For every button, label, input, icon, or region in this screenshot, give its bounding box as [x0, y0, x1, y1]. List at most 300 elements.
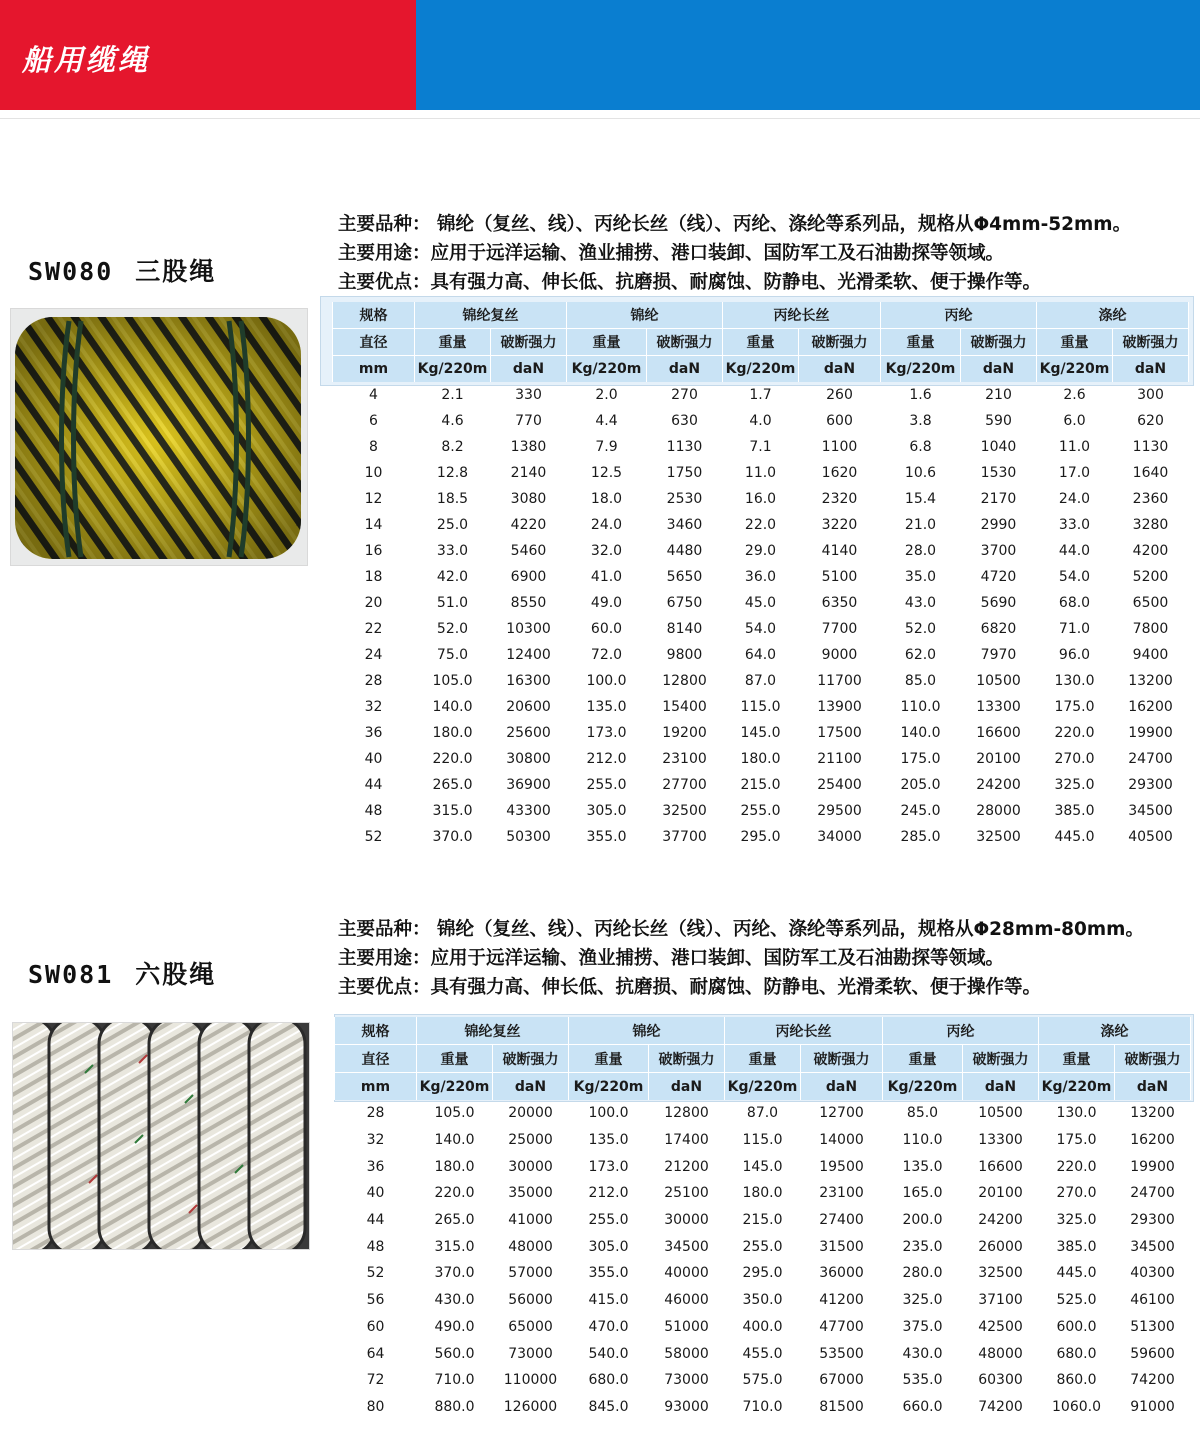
header-unit: daN: [799, 356, 881, 383]
table-cell: 41.0: [590, 569, 623, 585]
table-cell: 19900: [1128, 725, 1173, 741]
table-cell: 2.0: [595, 387, 618, 403]
table-cell: 14000: [819, 1132, 864, 1149]
header-material: 丙纶长丝: [723, 302, 881, 329]
table-cell: 355.0: [586, 829, 627, 845]
table-cell: 5650: [666, 569, 703, 585]
table-cell: 280.0: [902, 1265, 943, 1282]
table-cell: 2990: [980, 517, 1017, 533]
header-quantity: 破断强力: [799, 329, 881, 356]
rope-photo-sw080: [10, 308, 308, 566]
table-cell: 35.0: [904, 569, 937, 585]
table-cell: 32500: [662, 803, 707, 819]
header-material: 锦纶: [569, 1017, 725, 1045]
header-quantity: 重量: [883, 1045, 963, 1073]
table-row: [333, 382, 1189, 408]
header-unit: Kg/220m: [723, 356, 799, 383]
table-cell: 16300: [506, 673, 551, 689]
table-cell: 1640: [1132, 465, 1169, 481]
table-cell: 51000: [664, 1318, 709, 1335]
model-name: 三股绳: [135, 257, 217, 286]
table-cell: 13200: [1130, 1105, 1175, 1122]
table-cell: 6350: [821, 595, 858, 611]
table-cell: 50300: [506, 829, 551, 845]
header-unit: Kg/220m: [417, 1073, 493, 1101]
cell-diameter: 14: [364, 517, 383, 533]
table-cell: 27700: [662, 777, 707, 793]
header-quantity: 直径: [335, 1045, 417, 1073]
table-row: [333, 538, 1189, 564]
table-cell: 400.0: [742, 1318, 783, 1335]
table-cell: 26000: [978, 1238, 1023, 1255]
table-cell: 255.0: [586, 777, 627, 793]
table-cell: 17400: [664, 1132, 709, 1149]
model-title-sw080: [28, 252, 216, 288]
table-cell: 215.0: [742, 1212, 783, 1229]
table-cell: 1130: [1132, 439, 1169, 455]
table-cell: 96.0: [1058, 647, 1091, 663]
table-cell: 15400: [662, 699, 707, 715]
table-cell: 73000: [664, 1372, 709, 1389]
table-cell: 3700: [980, 543, 1017, 559]
table-cell: 37100: [978, 1292, 1023, 1309]
table-cell: 13300: [976, 699, 1021, 715]
table-cell: 85.0: [904, 673, 937, 689]
table-cell: 16600: [978, 1158, 1023, 1175]
table-cell: 325.0: [902, 1292, 943, 1309]
table-cell: 2.1: [441, 387, 464, 403]
table-cell: 51300: [1130, 1318, 1175, 1335]
cell-diameter: 44: [366, 1212, 385, 1229]
cell-diameter: 60: [366, 1318, 385, 1335]
table-cell: 64.0: [744, 647, 777, 663]
table-cell: 140.0: [432, 699, 473, 715]
table-cell: 31500: [819, 1238, 864, 1255]
table-cell: 1.6: [909, 387, 932, 403]
table-cell: 385.0: [1054, 803, 1095, 819]
table-cell: 42.0: [436, 569, 469, 585]
table-cell: 490.0: [434, 1318, 475, 1335]
table-cell: 10.6: [904, 465, 937, 481]
table-cell: 9400: [1132, 647, 1169, 663]
table-cell: 74200: [978, 1398, 1023, 1415]
cell-diameter: 12: [364, 491, 383, 507]
cell-diameter: 44: [364, 777, 383, 793]
table-cell: 260: [826, 387, 853, 403]
table-row: [333, 694, 1189, 720]
table-cell: 430.0: [434, 1292, 475, 1309]
table-cell: 25100: [664, 1185, 709, 1202]
table-cell: 72.0: [590, 647, 623, 663]
table-cell: 13300: [978, 1132, 1023, 1149]
table-cell: 19500: [819, 1158, 864, 1175]
table-cell: 880.0: [434, 1398, 475, 1415]
table-cell: 24200: [978, 1212, 1023, 1229]
table-row: [335, 1153, 1191, 1180]
table-cell: 860.0: [1056, 1372, 1097, 1389]
table-cell: 110.0: [900, 699, 941, 715]
table-cell: 110.0: [902, 1132, 943, 1149]
table-cell: 29500: [817, 803, 862, 819]
header-unit: mm: [335, 1073, 417, 1101]
table-cell: 54.0: [744, 621, 777, 637]
header-quantity: 直径: [333, 329, 415, 356]
table-cell: 135.0: [902, 1158, 943, 1175]
table-cell: 1060.0: [1052, 1398, 1101, 1415]
table-cell: 32500: [978, 1265, 1023, 1282]
cell-diameter: 36: [364, 725, 383, 741]
table-cell: 525.0: [1056, 1292, 1097, 1309]
table-cell: 21.0: [904, 517, 937, 533]
table-cell: 620: [1137, 413, 1164, 429]
table-row: [333, 824, 1189, 850]
desc-advantages: 主要优点：具有强力高、伸长低、抗磨损、耐腐蚀、防静电、光滑柔软、便于操作等。: [338, 977, 1042, 998]
table-cell: 3080: [510, 491, 547, 507]
table-cell: 62.0: [904, 647, 937, 663]
table-cell: 115.0: [742, 1132, 783, 1149]
table-cell: 7700: [821, 621, 858, 637]
banner-blue-block: [416, 0, 1200, 110]
table-cell: 4200: [1132, 543, 1169, 559]
table-cell: 36.0: [744, 569, 777, 585]
table-cell: 175.0: [1054, 699, 1095, 715]
table-cell: 12800: [662, 673, 707, 689]
table-cell: 36000: [819, 1265, 864, 1282]
table-cell: 430.0: [902, 1345, 943, 1362]
table-cell: 25.0: [436, 517, 469, 533]
table-cell: 43300: [506, 803, 551, 819]
table-cell: 8140: [666, 621, 703, 637]
table-cell: 57000: [508, 1265, 553, 1282]
cell-diameter: 48: [364, 803, 383, 819]
table-cell: 205.0: [900, 777, 941, 793]
header-quantity: 重量: [569, 1045, 649, 1073]
header-unit: daN: [1113, 356, 1189, 383]
table-cell: 2530: [666, 491, 703, 507]
table-cell: 34500: [1128, 803, 1173, 819]
table-cell: 445.0: [1054, 829, 1095, 845]
table-cell: 36900: [506, 777, 551, 793]
white-six-strand-rope-image: [13, 1023, 309, 1249]
table-cell: 29300: [1128, 777, 1173, 793]
table-cell: 100.0: [586, 673, 627, 689]
cell-diameter: 40: [366, 1185, 385, 1202]
cell-diameter: 22: [364, 621, 383, 637]
desc-usage: 主要用途：应用于远洋运输、渔业捕捞、港口装卸、国防军工及石油勘探等领域。: [338, 948, 1005, 969]
table-cell: 8550: [510, 595, 547, 611]
table-row: [335, 1314, 1191, 1341]
table-cell: 770: [515, 413, 542, 429]
table-cell: 295.0: [742, 1265, 783, 1282]
header-quantity: 破断强力: [491, 329, 567, 356]
table-cell: 265.0: [432, 777, 473, 793]
table-cell: 24.0: [1058, 491, 1091, 507]
table-cell: 305.0: [588, 1238, 629, 1255]
table-cell: 2.6: [1063, 387, 1086, 403]
header-unit: daN: [963, 1073, 1039, 1101]
table-cell: 5200: [1132, 569, 1169, 585]
model-code: SW080: [28, 257, 114, 286]
table-cell: 34500: [664, 1238, 709, 1255]
table-row: [333, 798, 1189, 824]
table-row: [335, 1287, 1191, 1314]
rope-photo-sw081: [12, 1022, 310, 1250]
table-cell: 6.8: [909, 439, 932, 455]
table-cell: 600.0: [1056, 1318, 1097, 1335]
table-body: [335, 1100, 1191, 1420]
table-cell: 9800: [666, 647, 703, 663]
table-cell: 41000: [508, 1212, 553, 1229]
table-cell: 16.0: [744, 491, 777, 507]
table-cell: 385.0: [1056, 1238, 1097, 1255]
table-cell: 67000: [819, 1372, 864, 1389]
table-cell: 130.0: [1056, 1105, 1097, 1122]
table-cell: 5460: [510, 543, 547, 559]
header-material: 丙纶: [883, 1017, 1039, 1045]
table-cell: 19200: [662, 725, 707, 741]
table-cell: 105.0: [432, 673, 473, 689]
table-cell: 51.0: [436, 595, 469, 611]
table-cell: 11.0: [1058, 439, 1091, 455]
table-cell: 73000: [508, 1345, 553, 1362]
table-cell: 48000: [508, 1238, 553, 1255]
table-row: [333, 408, 1189, 434]
table-cell: 590: [985, 413, 1012, 429]
table-cell: 46000: [664, 1292, 709, 1309]
table-cell: 710.0: [742, 1398, 783, 1415]
cell-diameter: 56: [366, 1292, 385, 1309]
table-cell: 110000: [503, 1372, 558, 1389]
table-cell: 74200: [1130, 1372, 1175, 1389]
table-cell: 200.0: [902, 1212, 943, 1229]
table-cell: 22.0: [744, 517, 777, 533]
table-cell: 6500: [1132, 595, 1169, 611]
table-cell: 245.0: [900, 803, 941, 819]
header-unit: Kg/220m: [1037, 356, 1113, 383]
table-cell: 355.0: [588, 1265, 629, 1282]
table-row: [335, 1260, 1191, 1287]
table-cell: 11.0: [744, 465, 777, 481]
description-sw080: [338, 210, 1131, 297]
table-cell: 93000: [664, 1398, 709, 1415]
table-cell: 235.0: [902, 1238, 943, 1255]
table-cell: 220.0: [1054, 725, 1095, 741]
cell-diameter: 8: [369, 439, 378, 455]
table-cell: 680.0: [588, 1372, 629, 1389]
table-cell: 44.0: [1058, 543, 1091, 559]
header-spec: 规格: [335, 1017, 417, 1045]
table-cell: 20100: [978, 1185, 1023, 1202]
desc-usage: 主要用途：应用于远洋运输、渔业捕捞、港口装卸、国防军工及石油勘探等领域。: [338, 243, 1005, 264]
table-cell: 1040: [980, 439, 1017, 455]
table-cell: 180.0: [742, 1185, 783, 1202]
table-cell: 25600: [506, 725, 551, 741]
table-row: [333, 642, 1189, 668]
table-cell: 30800: [506, 751, 551, 767]
desc-advantages: 主要优点：具有强力高、伸长低、抗磨损、耐腐蚀、防静电、光滑柔软、便于操作等。: [338, 272, 1042, 293]
description-sw081: [338, 915, 1144, 1002]
table-cell: 7800: [1132, 621, 1169, 637]
table-cell: 45.0: [744, 595, 777, 611]
table-cell: 10300: [506, 621, 551, 637]
table-cell: 175.0: [1056, 1132, 1097, 1149]
header-unit: Kg/220m: [881, 356, 961, 383]
header-unit: daN: [649, 1073, 725, 1101]
table-cell: 54.0: [1058, 569, 1091, 585]
table-cell: 4140: [821, 543, 858, 559]
table-cell: 210: [985, 387, 1012, 403]
table-cell: 375.0: [902, 1318, 943, 1335]
table-cell: 845.0: [588, 1398, 629, 1415]
table-row: [335, 1100, 1191, 1127]
table-cell: 220.0: [434, 1185, 475, 1202]
table-cell: 81500: [819, 1398, 864, 1415]
header-unit: daN: [801, 1073, 883, 1101]
table-cell: 3220: [821, 517, 858, 533]
table-cell: 9000: [821, 647, 858, 663]
header-unit: Kg/220m: [569, 1073, 649, 1101]
table-cell: 12700: [819, 1105, 864, 1122]
table-cell: 270.0: [1054, 751, 1095, 767]
cell-diameter: 10: [364, 465, 383, 481]
cell-diameter: 52: [366, 1265, 385, 1282]
header-material: 涤纶: [1037, 302, 1189, 329]
table-cell: 180.0: [434, 1158, 475, 1175]
table-cell: 285.0: [900, 829, 941, 845]
cell-diameter: 48: [366, 1238, 385, 1255]
header-material: 锦纶: [567, 302, 723, 329]
banner: [0, 0, 1200, 110]
header-quantity: 破断强力: [647, 329, 723, 356]
table-cell: 12800: [664, 1105, 709, 1122]
table-cell: 52.0: [436, 621, 469, 637]
table-cell: 32.0: [590, 543, 623, 559]
table-cell: 540.0: [588, 1345, 629, 1362]
table-cell: 4480: [666, 543, 703, 559]
table-cell: 7970: [980, 647, 1017, 663]
table-cell: 24200: [976, 777, 1021, 793]
table-row: [335, 1207, 1191, 1234]
table-cell: 145.0: [740, 725, 781, 741]
table-cell: 173.0: [586, 725, 627, 741]
table-cell: 415.0: [588, 1292, 629, 1309]
table-cell: 1.7: [749, 387, 772, 403]
cell-diameter: 24: [364, 647, 383, 663]
table-cell: 270.0: [1056, 1185, 1097, 1202]
header-unit: daN: [493, 1073, 569, 1101]
table-cell: 215.0: [740, 777, 781, 793]
table-cell: 445.0: [1056, 1265, 1097, 1282]
header-material: 涤纶: [1039, 1017, 1191, 1045]
table-cell: 455.0: [742, 1345, 783, 1362]
table-cell: 630: [671, 413, 698, 429]
desc-varieties: 主要品种： 锦纶（复丝、线）、丙纶长丝（线）、丙纶、涤纶等系列品，规格从Φ28mm-80mm。: [338, 919, 1144, 940]
cell-diameter: 28: [366, 1105, 385, 1122]
header-unit: mm: [333, 356, 415, 383]
table-cell: 20600: [506, 699, 551, 715]
table-cell: 12.8: [436, 465, 469, 481]
table-cell: 660.0: [902, 1398, 943, 1415]
table-cell: 7.1: [749, 439, 772, 455]
table-cell: 6820: [980, 621, 1017, 637]
table-cell: 350.0: [742, 1292, 783, 1309]
table-cell: 315.0: [434, 1238, 475, 1255]
model-title-sw081: [28, 955, 216, 991]
table-cell: 60300: [978, 1372, 1023, 1389]
banner-title: 船用缆绳: [22, 43, 151, 77]
table-cell: 10500: [978, 1105, 1023, 1122]
table-cell: 41200: [819, 1292, 864, 1309]
table-cell: 165.0: [902, 1185, 943, 1202]
table-header: [335, 1017, 1191, 1100]
header-quantity: 重量: [417, 1045, 493, 1073]
table-cell: 6750: [666, 595, 703, 611]
table-cell: 8.2: [441, 439, 464, 455]
table-row: [333, 746, 1189, 772]
table-cell: 12400: [506, 647, 551, 663]
spec-table-sw081: [334, 1017, 1191, 1420]
table-cell: 16200: [1128, 699, 1173, 715]
table-cell: 87.0: [744, 673, 777, 689]
header-quantity: 重量: [1037, 329, 1113, 356]
table-cell: 15.4: [904, 491, 937, 507]
cell-diameter: 52: [364, 829, 383, 845]
header-unit: daN: [1115, 1073, 1191, 1101]
header-quantity: 重量: [725, 1045, 801, 1073]
banner-divider: [0, 118, 1200, 119]
table-cell: 29.0: [744, 543, 777, 559]
table-cell: 115.0: [740, 699, 781, 715]
table-cell: 16600: [976, 725, 1021, 741]
table-cell: 5690: [980, 595, 1017, 611]
table-cell: 560.0: [434, 1345, 475, 1362]
table-cell: 17500: [817, 725, 862, 741]
table-cell: 255.0: [742, 1238, 783, 1255]
header-quantity: 破断强力: [1113, 329, 1189, 356]
cell-diameter: 80: [366, 1398, 385, 1415]
cell-diameter: 32: [364, 699, 383, 715]
table-row: [333, 616, 1189, 642]
spec-table-sw080: [332, 302, 1189, 850]
header-unit: Kg/220m: [415, 356, 491, 383]
table-cell: 20100: [976, 751, 1021, 767]
table-cell: 295.0: [740, 829, 781, 845]
table-cell: 40300: [1130, 1265, 1175, 1282]
table-cell: 600: [826, 413, 853, 429]
table-cell: 370.0: [434, 1265, 475, 1282]
header-quantity: 破断强力: [961, 329, 1037, 356]
header-quantity: 破断强力: [493, 1045, 569, 1073]
cell-diameter: 20: [364, 595, 383, 611]
header-quantity: 重量: [415, 329, 491, 356]
table-row: [333, 668, 1189, 694]
table-cell: 4720: [980, 569, 1017, 585]
table-cell: 59600: [1130, 1345, 1175, 1362]
table-cell: 710.0: [434, 1372, 475, 1389]
table-cell: 535.0: [902, 1372, 943, 1389]
header-unit: Kg/220m: [883, 1073, 963, 1101]
table-cell: 100.0: [588, 1105, 629, 1122]
table-row: [335, 1127, 1191, 1154]
cell-diameter: 32: [366, 1132, 385, 1149]
table-cell: 4.6: [441, 413, 464, 429]
yellow-black-rope-coil-image: [11, 309, 307, 565]
cell-diameter: 18: [364, 569, 383, 585]
table-cell: 71.0: [1058, 621, 1091, 637]
table-row: [333, 434, 1189, 460]
table-cell: 34000: [817, 829, 862, 845]
table-cell: 68.0: [1058, 595, 1091, 611]
